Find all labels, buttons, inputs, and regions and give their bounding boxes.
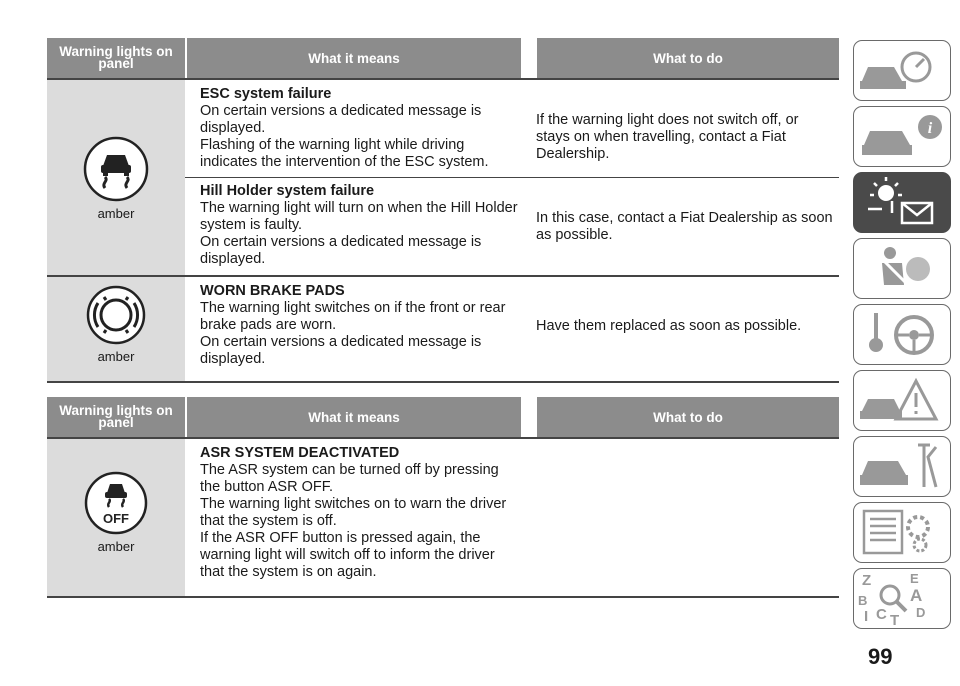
header-warning-lights: Warning lights on panel [47, 38, 185, 78]
esc-failure-icon [83, 136, 149, 202]
brake-pads-icon [86, 285, 146, 345]
color-label: amber [97, 349, 135, 364]
table-bottom [47, 596, 839, 598]
tab-technical-data[interactable] [853, 502, 951, 563]
entry-title: ESC system failure [200, 86, 332, 102]
svg-text:C: C [876, 606, 887, 623]
header-what-to-do: What to do [537, 397, 839, 437]
table-header [47, 38, 839, 78]
tab-index[interactable] [853, 568, 951, 629]
meaning-hill-holder-failure [200, 183, 522, 268]
action-hill-holder-failure: In this case, contact a Fiat Dealership as soon as possible. [536, 210, 833, 243]
esc-warning-light [47, 136, 185, 221]
tab-car-info[interactable] [853, 106, 951, 167]
warning-lights-table-1 [47, 38, 839, 383]
car-maintenance-icon [854, 437, 950, 495]
action-esc-failure: If the warning light does not switch off, or stays on when travelling, contact a Fiat Dealership. [536, 112, 799, 162]
svg-text:D: D [916, 605, 926, 620]
meaning-asr-deactivated [200, 445, 522, 581]
warning-lights-table-2 [47, 397, 839, 599]
asr-off-text: OFF [103, 511, 129, 526]
asr-off-icon [84, 471, 148, 535]
header-what-it-means: What it means [187, 397, 521, 437]
svg-text:T: T [890, 612, 900, 627]
brake-pads-warning-light [47, 285, 185, 364]
table-header [47, 397, 839, 437]
car-dashboard-icon [854, 41, 950, 99]
svg-text:E: E [910, 571, 919, 586]
seatbelt-airbag-icon [854, 239, 950, 297]
svg-text:A: A [910, 586, 923, 605]
action-worn-brake-pads: Have them replaced as soon as possible. [536, 318, 802, 334]
car-info-icon [854, 107, 950, 165]
color-label: amber [97, 206, 135, 221]
svg-text:B: B [858, 593, 868, 608]
tab-dashboard[interactable] [853, 40, 951, 101]
key-steering-wheel-icon [854, 305, 950, 363]
tab-emergency[interactable] [853, 370, 951, 431]
color-label: amber [97, 539, 135, 554]
page-number: 99 [868, 644, 893, 669]
tab-starting-driving[interactable] [853, 304, 951, 365]
svg-text:i: i [927, 120, 933, 137]
car-emergency-icon [854, 371, 950, 429]
index-icon [854, 569, 950, 627]
meaning-esc-failure [200, 86, 522, 171]
header-what-to-do: What to do [537, 38, 839, 78]
entry-body: The ASR system can be turned off by pressing the button ASR OFF. The warning light switches on to warn the driver that the system is off. If the ASR OFF button is pressed again, the warning light will switch off to inform the driver that the system is on again. [200, 462, 507, 580]
entry-title: Hill Holder system failure [200, 183, 375, 199]
entry-body: The warning light switches on if the front or rear brake pads are worn. On certain versions a dedicated message is displayed. [200, 300, 506, 367]
svg-text:Z: Z [862, 572, 872, 589]
entry-body: On certain versions a dedicated message is displayed. Flashing of the warning light while driving indicates the intervention of the ESC system. [200, 103, 489, 170]
svg-text:I: I [864, 608, 869, 625]
entry-title: ASR SYSTEM DEACTIVATED [200, 445, 400, 461]
header-warning-lights: Warning lights on panel [47, 397, 185, 437]
tab-warning-lights[interactable] [853, 172, 951, 233]
table-bottom [47, 381, 839, 383]
entry-title: WORN BRAKE PADS [200, 283, 345, 299]
meaning-worn-brake-pads [200, 283, 522, 368]
tab-safety[interactable] [853, 238, 951, 299]
technical-data-icon [854, 503, 950, 561]
entry-body: The warning light will turn on when the Hill Holder system is faulty. On certain versions a dedicated message is displayed. [200, 200, 518, 267]
row-divider [185, 177, 839, 178]
asr-off-warning-light [47, 471, 185, 554]
warning-light-message-icon [854, 173, 950, 231]
header-what-it-means: What it means [187, 38, 521, 78]
tab-maintenance[interactable] [853, 436, 951, 497]
